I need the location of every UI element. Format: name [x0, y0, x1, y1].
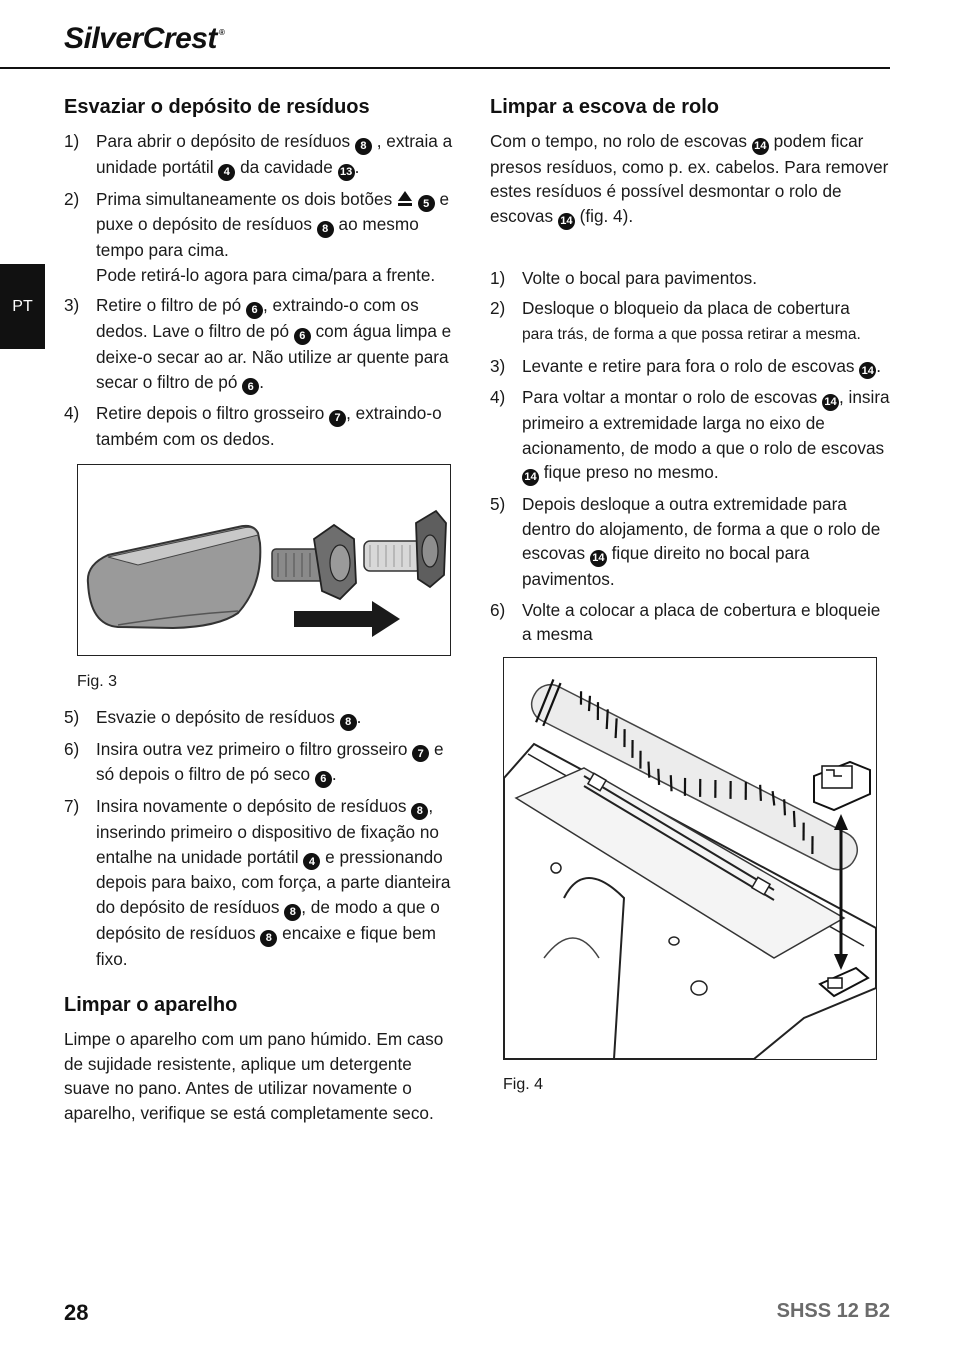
text-run: podem ficar presos resíduos, como p. ex. cabelos. Para remover estes resíduos é possível desmontar o rolo de escovas [490, 131, 889, 226]
text-run: , extraindo-o também com os dedos. [96, 403, 442, 450]
text-run: Insira novamente o depósito de resíduos [96, 796, 407, 817]
ref-badge-7: 7 [412, 745, 429, 762]
figure-3-caption: Fig. 3 [77, 672, 118, 690]
text-run: e puxe o depósito de resíduos [96, 188, 450, 235]
step-number: 5) [64, 706, 80, 727]
text-run: Levante e retire para fora o rolo de escovas [522, 355, 855, 376]
step-text [522, 296, 890, 347]
text-run: fique preso no mesmo. [543, 462, 719, 483]
text-run: ao mesmo tempo para cima. [96, 214, 419, 261]
eject-icon [397, 190, 413, 207]
step-text [522, 385, 890, 486]
step-text [96, 293, 460, 395]
text-run: Depois desloque a outra extremidade para dentro do alojamento, de forma a que o rolo de escovas [522, 494, 881, 564]
step-text [96, 401, 460, 451]
ref-badge-8: 8 [355, 138, 372, 155]
text-run: . [331, 764, 337, 785]
ref-badge-8: 8 [411, 803, 428, 820]
step-number: 7) [64, 796, 80, 817]
text-run: Com o tempo, no rolo de escovas [490, 131, 747, 151]
ref-badge-6: 6 [246, 302, 263, 319]
ref-badge-6: 6 [294, 328, 311, 345]
ref-badge-14: 14 [590, 550, 607, 567]
step-text [522, 492, 890, 592]
text-run: , inserindo primeiro o dispositivo de fixação no entalhe na unidade portátil [96, 796, 439, 867]
text-run: . [876, 355, 882, 376]
registered-mark: ® [218, 28, 225, 37]
step-number: 4) [64, 403, 80, 424]
brand-logo [64, 22, 224, 56]
ref-badge-4: 4 [303, 853, 320, 870]
ref-badge-8: 8 [260, 930, 277, 947]
left-column [64, 93, 460, 1125]
text-run: para trás, de forma a que possa retirar a mesma. [522, 325, 861, 343]
step-right-2 [490, 296, 890, 347]
step-left-2 [64, 187, 460, 288]
ref-badge-14: 14 [752, 138, 769, 155]
ref-badge-14: 14 [822, 394, 839, 411]
ref-badge-6: 6 [242, 378, 259, 395]
text-run: Para abrir o depósito de resíduos [96, 131, 351, 151]
text-run: Pode retirá-lo agora para cima/para a frente. [96, 264, 436, 285]
ref-badge-14: 14 [859, 362, 876, 379]
text-run: e só depois o filtro de pó seco [96, 738, 444, 785]
step-number: 3) [64, 295, 80, 316]
ref-badge-13: 13 [338, 164, 355, 181]
header-rule [0, 67, 890, 69]
ref-badge-14: 14 [522, 469, 539, 486]
filter-removal-illustration [78, 465, 450, 655]
step-right-4 [490, 385, 890, 486]
text-run: , extraia a unidade portátil [96, 131, 453, 177]
text-run: Esvazie o depósito de resíduos [96, 706, 335, 727]
page-number: 28 [64, 1300, 89, 1325]
spacer [490, 230, 890, 266]
figure-4-caption: Fig. 4 [503, 1075, 544, 1093]
clean-paragraph: Limpe o aparelho com um pano húmido. Em caso de sujidade resistente, aplique um detergente suave no pano. Antes de utilizar novamente o aparelho, verifique se está completamente seco. [64, 1029, 444, 1123]
step-number: 6) [64, 738, 80, 759]
step-number: 1) [64, 131, 80, 151]
model-number: SHSS 12 B2 [776, 1300, 890, 1322]
step-text [96, 187, 460, 288]
step-left-1 [64, 129, 460, 181]
step-number: 1) [490, 267, 506, 288]
language-tab [0, 264, 45, 349]
heading-empty-bin: Esvaziar o depósito de resíduos [64, 96, 370, 118]
text-run: Insira outra vez primeiro o filtro grosseiro [96, 738, 408, 759]
heading-clean-brush-roll: Limpar a escova de rolo [490, 96, 719, 118]
brush-roll-illustration [504, 658, 876, 1059]
language-tab-label: PT [12, 297, 33, 315]
step-left-5 [64, 705, 460, 731]
text-run: encaixe e fique bem fixo. [96, 922, 436, 969]
step-number: 6) [490, 599, 506, 620]
ref-badge-6: 6 [315, 771, 332, 788]
step-left-7 [64, 794, 460, 971]
ref-badge-7: 7 [329, 410, 346, 427]
heading-clean-device: Limpar o aparelho [64, 994, 238, 1017]
step-text [96, 737, 460, 789]
text-run: , de modo a que o depósito de resíduos [96, 896, 440, 943]
step-text [96, 794, 460, 971]
right-column [490, 93, 890, 1108]
step-text [96, 705, 460, 731]
step-left-6 [64, 737, 460, 789]
text-run: Retire depois o filtro grosseiro [96, 403, 325, 424]
text-run: Prima simultaneamente os dois botões [96, 188, 393, 209]
text-run: com água limpa e deixe-o secar ao ar. Não utilize ar quente para secar o filtro de pó [96, 321, 452, 392]
text-run: e pressionando depois para baixo, com força, a parte dianteira do depósito de resíduos [96, 846, 451, 917]
text-run: , insira primeiro a extremidade larga no eixo de acionamento, de modo a que o rolo de escovas [522, 387, 890, 458]
intro-paragraph [490, 129, 890, 230]
text-run: Desloque o bloqueio da placa de cobertura [522, 298, 850, 319]
spacer [64, 977, 460, 991]
text-run: Retire o filtro de pó [96, 295, 242, 316]
ref-badge-8: 8 [317, 221, 334, 238]
brand-logo-text: SilverCrest [64, 22, 217, 55]
text-run: (fig. 4). [579, 205, 634, 226]
step-text [522, 354, 890, 380]
ref-badge-4: 4 [218, 164, 235, 181]
ref-badge-5: 5 [418, 195, 435, 212]
step-text: Volte a colocar a placa de cobertura e bloqueie a mesma [522, 599, 881, 645]
step-number: 2) [64, 188, 80, 209]
step-text: Volte o bocal para pavimentos. [522, 267, 758, 288]
ref-badge-8: 8 [340, 714, 357, 731]
text-run: , extraindo-o com os dedos. Lave o filtro de pó [96, 295, 419, 342]
figure-4-illustration [503, 657, 877, 1060]
figure-3-illustration [77, 464, 451, 656]
text-run: . [356, 706, 362, 727]
ref-badge-14: 14 [558, 213, 575, 230]
step-right-5 [490, 492, 890, 592]
text-run: fique direito no bocal para pavimentos. [522, 543, 810, 590]
step-number: 2) [490, 298, 506, 319]
step-number: 4) [490, 387, 506, 408]
step-text [96, 129, 460, 181]
text-run: . [259, 371, 264, 392]
text-run: Para voltar a montar o rolo de escovas [522, 387, 818, 408]
text-run: . [354, 156, 360, 177]
step-number: 3) [490, 355, 506, 376]
step-number: 5) [490, 494, 506, 515]
ref-badge-8: 8 [284, 904, 301, 921]
text-run: da cavidade [240, 156, 333, 177]
step-right-1 [490, 266, 890, 291]
step-right-6 [490, 598, 890, 647]
step-right-3 [490, 354, 890, 380]
step-left-3 [64, 293, 460, 395]
step-left-4 [64, 401, 460, 451]
